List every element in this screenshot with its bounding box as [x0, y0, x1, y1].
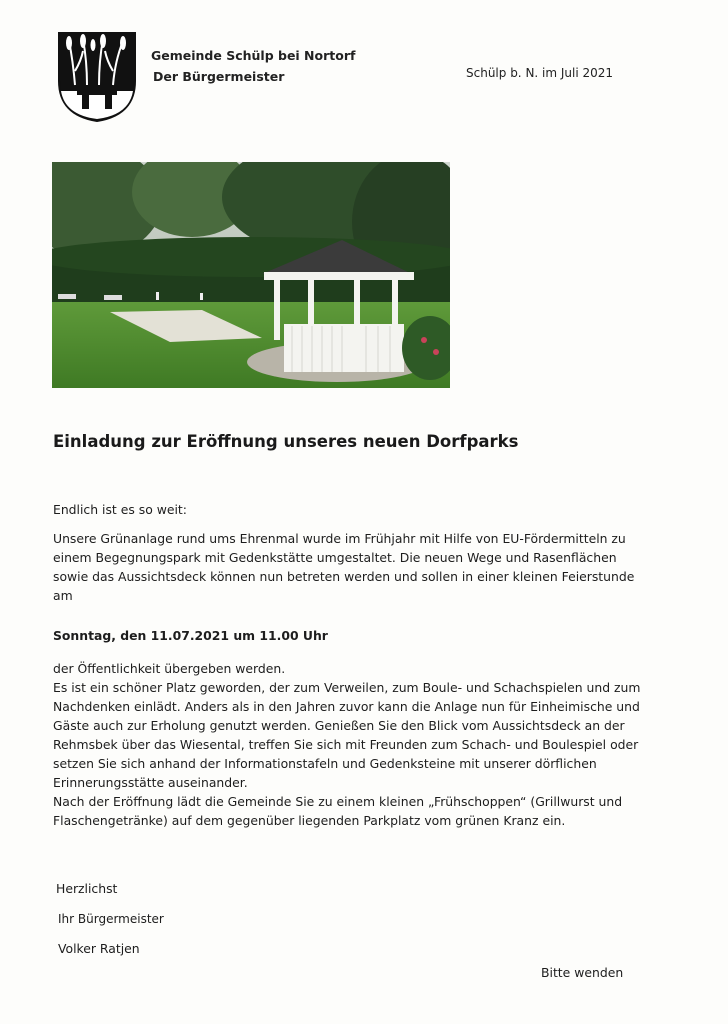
paragraph-1: [53, 529, 634, 605]
place-date: Schülp b. N. im Juli 2021: [466, 66, 614, 80]
text-line: sowie das Aussichtsdeck können nun betreten werden und sollen in einer kleinen Feierstunde: [53, 569, 635, 584]
text-line: Erinnerungsstätte auseinander.: [53, 775, 248, 790]
paragraph-2: [53, 659, 640, 830]
intro-text: Endlich ist es so weit:: [53, 502, 187, 517]
text-line: Es ist ein schöner Platz geworden, der zum Verweilen, zum Boule- und Schachspielen und zum: [53, 680, 641, 695]
text-line: Rehmsbek über das Wiesental, treffen Sie sich mit Freunden zum Schach- und Boulespiel oder: [53, 737, 639, 752]
text-line: einem Begegnungspark mit Gedenkstätte umgestaltet. Die neuen Wege und Rasenflächen: [53, 550, 617, 565]
text-line: der Öffentlichkeit übergeben werden.: [53, 661, 286, 676]
mayor-office: Der Bürgermeister: [153, 69, 285, 84]
closing-greeting: Herzlichst: [56, 881, 118, 896]
text-line: Nach der Eröffnung lädt die Gemeinde Sie zu einem kleinen „Frühschoppen“ (Grillwurst und: [53, 794, 623, 809]
text-line: Flaschengetränke) auf dem gegenüber liegenden Parkplatz vom grünen Kranz ein.: [53, 813, 566, 828]
closing-role: Ihr Bürgermeister: [58, 912, 164, 926]
event-date: Sonntag, den 11.07.2021 um 11.00 Uhr: [53, 628, 328, 643]
text-line: Nachdenken einlädt. Anders als in den Jahren zuvor kann die Anlage nun für Einheimische und: [53, 699, 640, 714]
park-gazebo-photo: [52, 162, 450, 388]
text-line: Unsere Grünanlage rund ums Ehrenmal wurde im Frühjahr mit Hilfe von EU-Fördermitteln zu: [53, 531, 626, 546]
page-title: Einladung zur Eröffnung unseres neuen Dorfparks: [53, 432, 519, 451]
municipal-crest-icon: [57, 31, 137, 123]
text-line: setzen Sie sich anhand der Informationstafeln und Gedenksteine mit unserer dörflichen: [53, 756, 597, 771]
text-line: Gäste auch zur Erholung genutzt werden. Genießen Sie den Blick vom Aussichtsdeck an der: [53, 718, 625, 733]
text-line: am: [53, 588, 73, 603]
mayor-name: Volker Ratjen: [58, 941, 140, 956]
municipality-name: Gemeinde Schülp bei Nortorf: [151, 48, 356, 63]
please-turn-over: Bitte wenden: [541, 965, 624, 980]
